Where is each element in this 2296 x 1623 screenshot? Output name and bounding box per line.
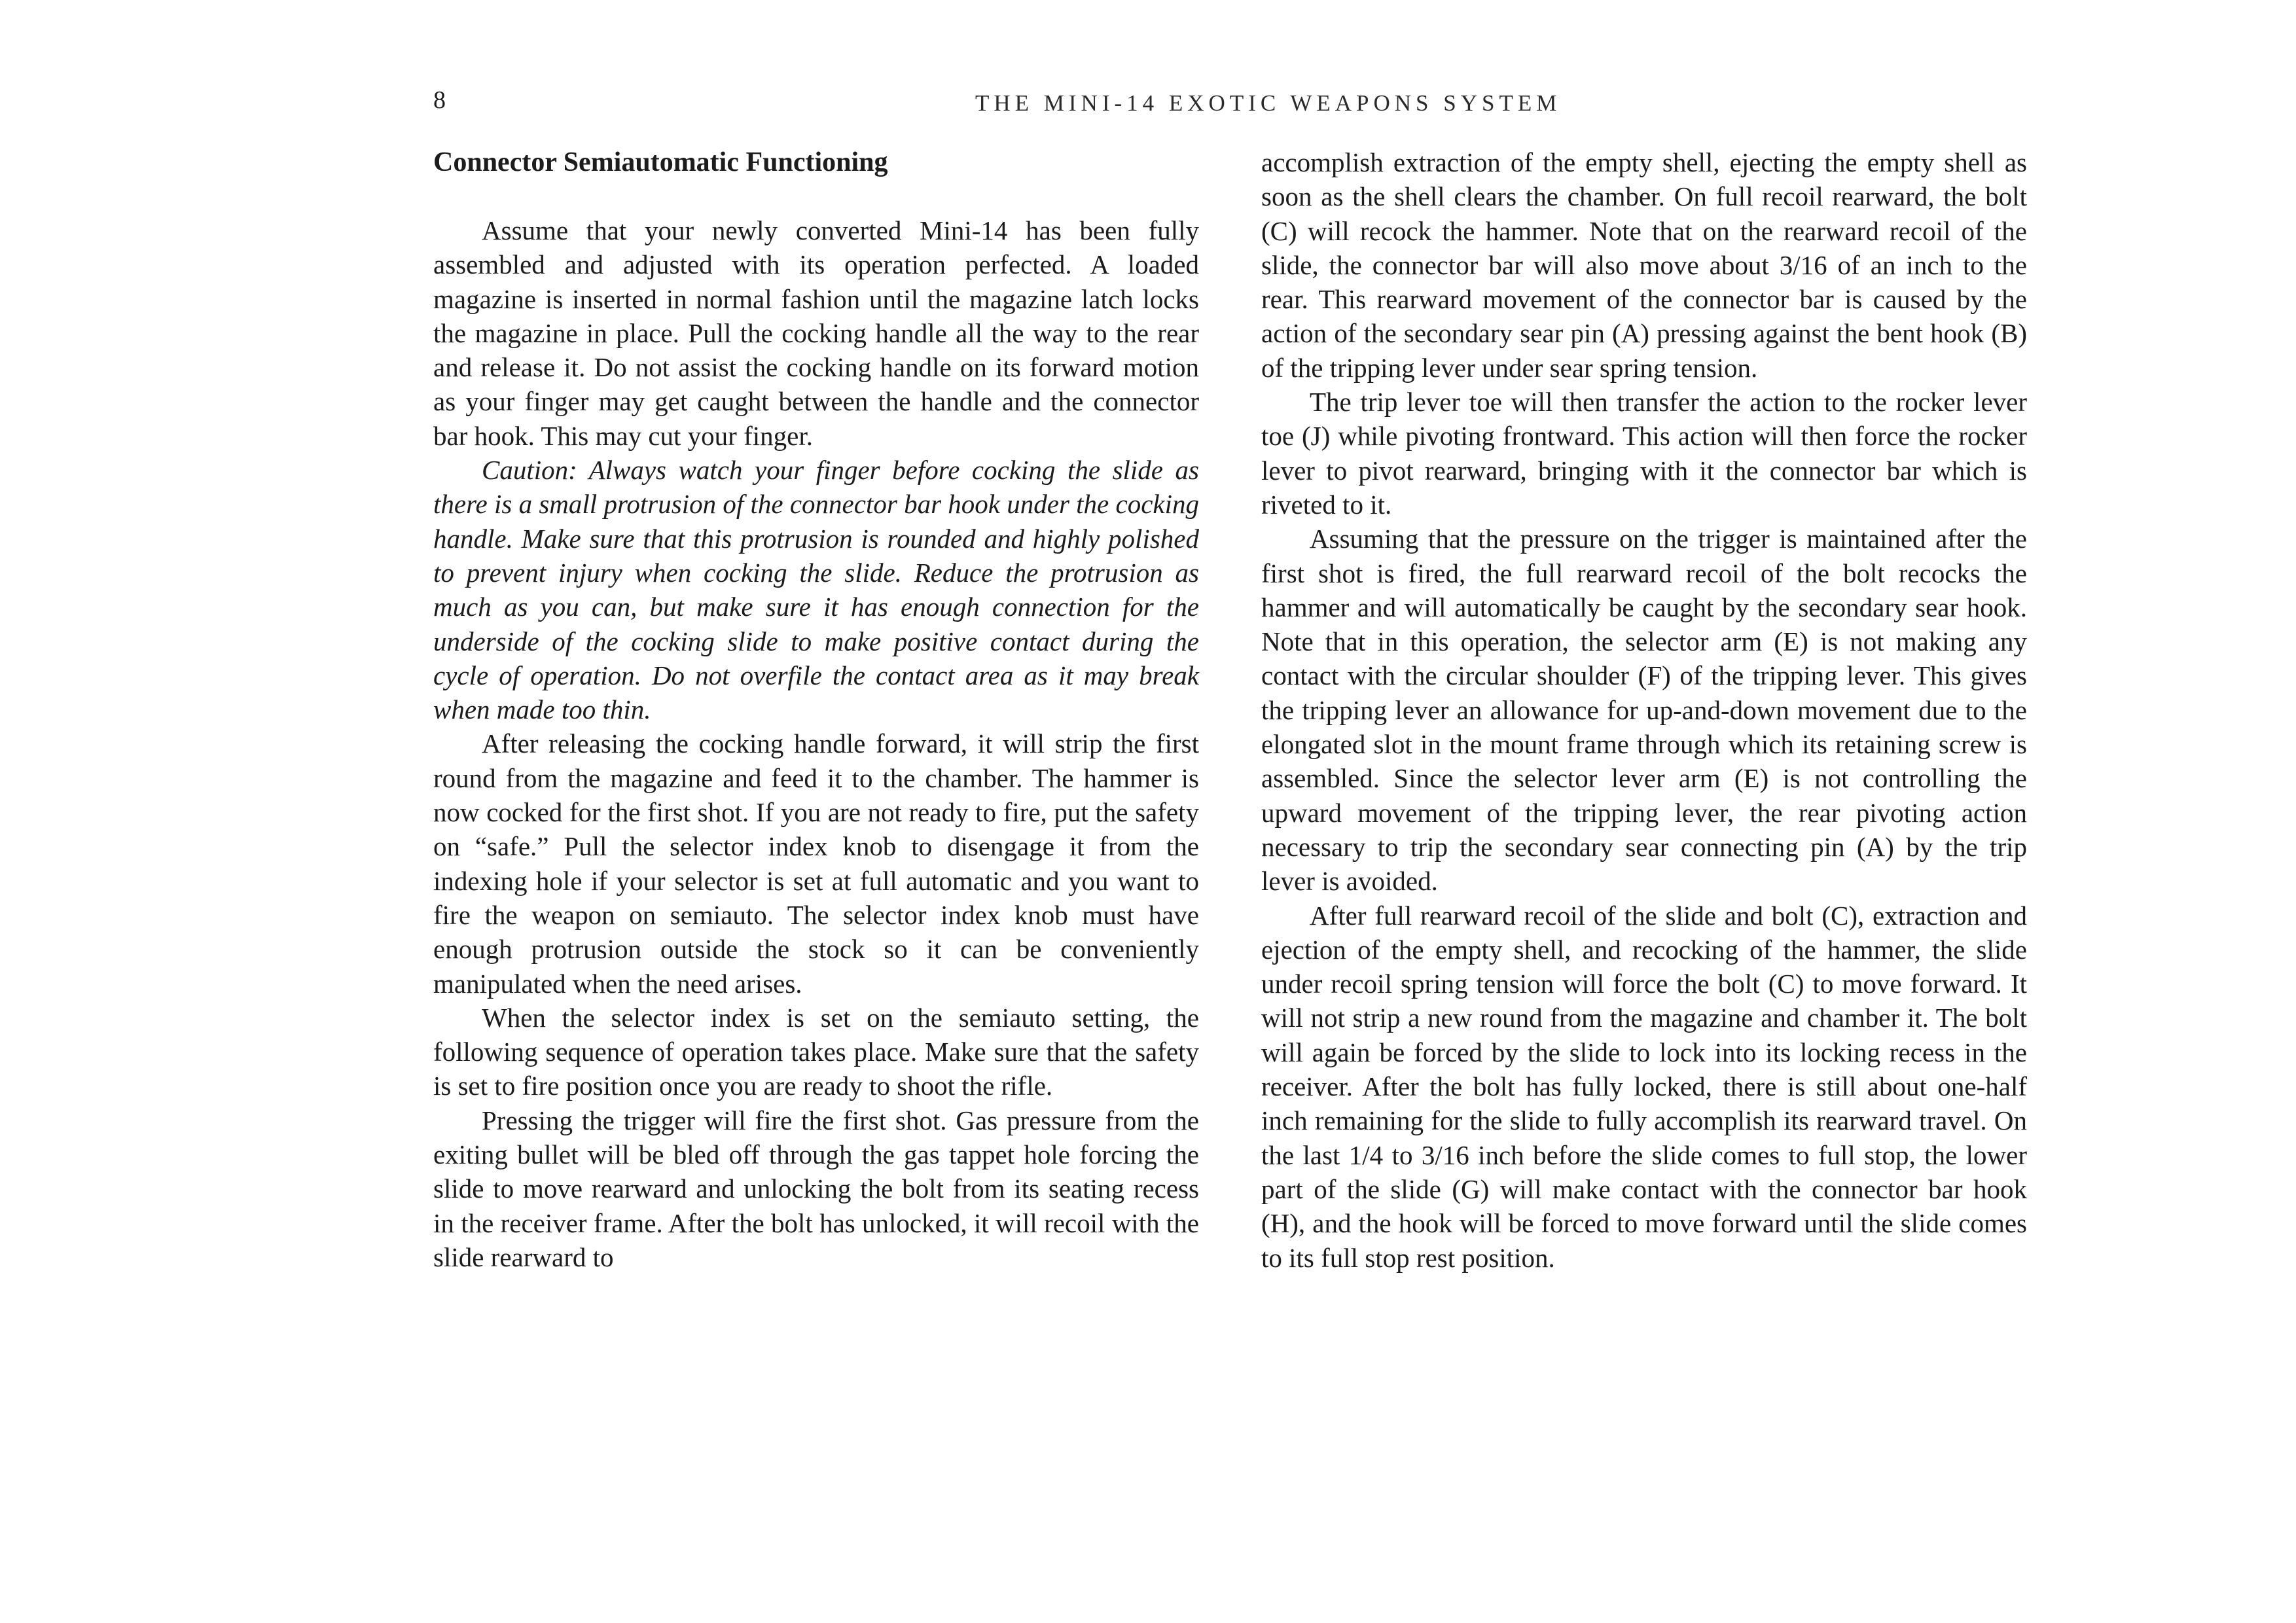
paragraph-trip-lever: The trip lever toe will then transfer the action to the rocker lever toe (J) while pivoting frontward. This action will then force the rocker lever to pivot rearward, bringing with it the connector bar which is riveted to it. (1261, 387, 2027, 520)
paragraph-assume: Assume that your newly converted Mini-14 has been fully assembled and adjusted with its operation perfected. A loaded magazine is inserted in normal fashion until the magazine latch locks the magazine in place. Pull the cocking handle all the way to the rear and release it. Do not assist the cocking handle on its forward motion as your finger may get caught between the handle and the connector bar hook. This may cut your finger. (433, 215, 1199, 451)
paragraph-after-full-recoil: After full rearward recoil of the slide and bolt (C), extraction and ejection of the empty shell, and recocking of the hammer, the slide under recoil spring tension will force the bolt (C) to move forward. It will not strip a new round from the magazine and chamber it. The bolt will again be forced by the slide to lock into its locking recess in the receiver. After the bolt has fully locked, there is still about one-half inch remaining for the slide to fully accomplish its rearward travel. On the last 1/4 to 3/16 inch before the slide comes to full stop, the lower part of the slide (G) will make contact with the connector bar hook (H), and the hook will be forced to move forward until the slide comes to its full stop rest position. (1261, 900, 2027, 1273)
paragraph-assuming-pressure: Assuming that the pressure on the trigger is maintained after the first shot is fired, the full rearward recoil of the bolt recocks the hammer and will automatically be caught by the secondary sear hook. Note that in this operation, the selector arm (E) is not making any contact with the circular shoulder (F) of the tripping lever. This gives the tripping lever an allowance for up-and-down movement due to the elongated slot in the mount frame through which its retaining screw is assembled. Since the selector lever arm (E) is not controlling the upward movement of the tripping lever, the rear pivoting action necessary to trip the secondary sear connecting pin (A) by the trip lever is avoided. (1261, 524, 2027, 897)
section-heading: Connector Semiautomatic Functioning (433, 147, 888, 177)
page-number: 8 (433, 86, 446, 114)
paragraph-caution: Caution: Always watch your finger before cocking the slide as there is a small protrusion of the connector bar hook under the cocking handle. Make sure that this protrusion is rounded and highly polished to prevent injury when cocking the slide. Reduce the protrusion as much as you can, but make sure it has enough connection for the underside of the cocking slide to make positive contact during the cycle of operation. Do not overfile the contact area as it may break when made too thin. (433, 455, 1199, 725)
left-column (433, 145, 1199, 1274)
paragraph-pressing-trigger: Pressing the trigger will fire the first shot. Gas pressure from the exiting bullet will be bled off through the gas tappet hole forcing the slide to move rearward and unlocking the bolt from its seating recess in the receiver frame. After the bolt has unlocked, it will recoil with the slide rearward to (433, 1105, 1199, 1272)
paragraph-accomplish-extraction: accomplish extraction of the empty shell, ejecting the empty shell as soon as the shell clears the chamber. On full recoil rearward, the bolt (C) will recock the hammer. Note that on the rearward recoil of the slide, the connector bar will also move about 3/16 of an inch to the rear. This rearward movement of the connector bar is caused by the action of the secondary sear pin (A) pressing against the bent hook (B) of the tripping lever under sear spring tension. (1261, 147, 2027, 383)
paragraph-after-releasing: After releasing the cocking handle forward, it will strip the first round from the magazine and feed it to the chamber. The hammer is now cocked for the first shot. If you are not ready to fire, put the safety on “safe.” Pull the selector index knob to disengage it from the indexing hole if your selector is set at full automatic and you want to fire the weapon on semiauto. The selector index knob must have enough protrusion outside the stock so it can be conveniently manipulated when the need arises. (433, 728, 1199, 999)
right-column (1261, 145, 2027, 1275)
running-head: THE MINI-14 EXOTIC WEAPONS SYSTEM (975, 90, 1562, 116)
paragraph-selector-index: When the selector index is set on the semiauto setting, the following sequence of operation takes place. Make sure that the safety is set to fire position once you are ready to shoot the rifle. (433, 1002, 1199, 1101)
